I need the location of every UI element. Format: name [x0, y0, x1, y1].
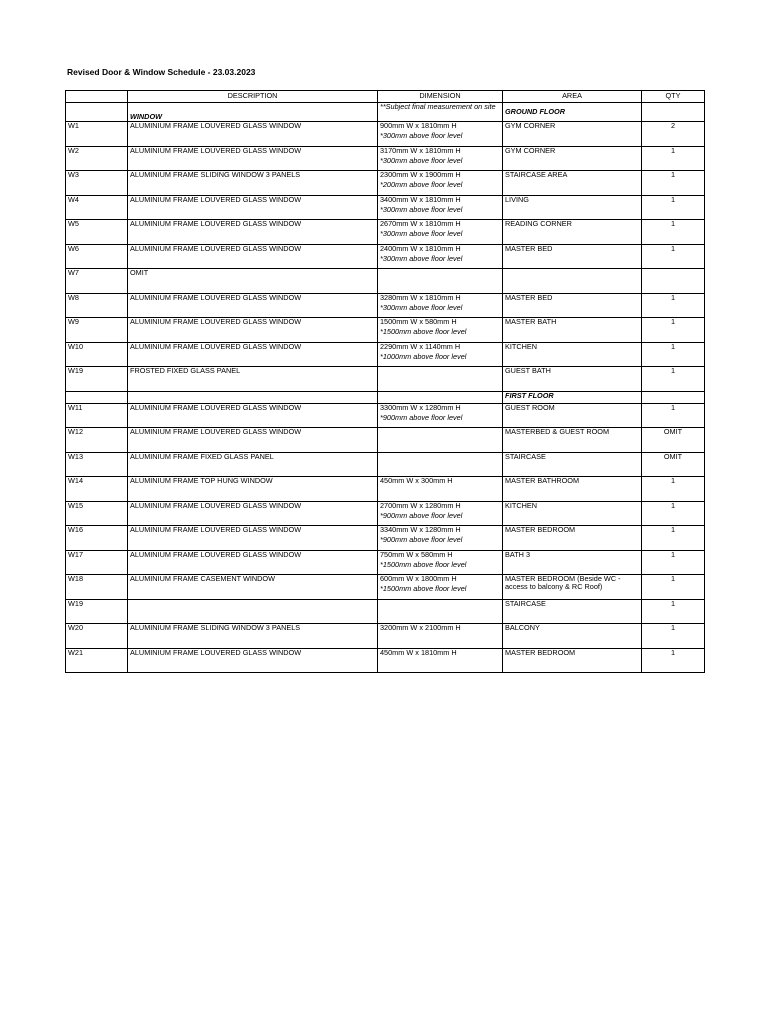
window-area: LIVING — [505, 195, 529, 204]
area-cell — [503, 550, 642, 575]
measurement-note: **Subject final measurement on site — [380, 102, 496, 111]
height-note: *1500mm above floor level — [380, 559, 467, 569]
header-code — [66, 91, 128, 103]
description-cell — [128, 293, 378, 318]
table-row — [66, 501, 705, 526]
window-description: ALUMINIUM FRAME CASEMENT WINDOW — [130, 574, 275, 583]
window-description: ALUMINIUM FRAME LOUVERED GLASS WINDOW — [130, 195, 302, 204]
window-area: BATH 3 — [505, 550, 531, 559]
table-row — [66, 599, 705, 624]
table-row — [66, 550, 705, 575]
dimension-cell — [378, 550, 503, 575]
window-qty: 1 — [670, 623, 676, 632]
code-cell — [66, 452, 128, 477]
window-qty: 1 — [670, 525, 676, 534]
window-code: W17 — [68, 550, 84, 559]
header-description: DESCRIPTION — [128, 91, 378, 103]
description-cell — [128, 501, 378, 526]
qty-cell — [642, 122, 705, 147]
ground-floor-label: GROUND FLOOR — [505, 106, 565, 116]
window-description: ALUMINIUM FRAME LOUVERED GLASS WINDOW — [130, 427, 302, 436]
window-dimension: 3280mm W x 1810mm H — [380, 293, 461, 302]
window-area: STAIRCASE — [505, 452, 546, 461]
window-description: ALUMINIUM FRAME SLIDING WINDOW 3 PANELS — [130, 623, 301, 632]
area-cell — [503, 624, 642, 649]
qty-cell — [642, 428, 705, 453]
window-description: ALUMINIUM FRAME LOUVERED GLASS WINDOW — [130, 219, 302, 228]
window-qty: 1 — [670, 317, 676, 326]
window-dimension: 2670mm W x 1810mm H — [380, 219, 461, 228]
window-description: ALUMINIUM FRAME LOUVERED GLASS WINDOW — [130, 648, 302, 657]
window-code: W15 — [68, 501, 84, 510]
dimension-cell — [378, 624, 503, 649]
area-cell — [503, 648, 642, 673]
window-qty: 1 — [670, 403, 676, 412]
window-dimension: 3200mm W x 2100mm H — [380, 623, 461, 632]
window-code: W16 — [68, 525, 84, 534]
dimension-cell — [378, 269, 503, 294]
qty-cell — [642, 342, 705, 367]
code-cell — [66, 403, 128, 428]
window-area: MASTER BED — [505, 244, 553, 253]
window-dimension: 2700mm W x 1280mm H — [380, 501, 461, 510]
code-cell — [66, 575, 128, 600]
window-area: MASTER BATH — [505, 317, 557, 326]
window-code: W14 — [68, 476, 84, 485]
window-qty: OMIT — [663, 427, 683, 436]
code-cell — [66, 318, 128, 343]
code-cell — [66, 220, 128, 245]
table-row — [66, 452, 705, 477]
area-cell — [503, 501, 642, 526]
table-row — [66, 575, 705, 600]
qty-cell — [642, 146, 705, 171]
window-dimension: 3400mm W x 1810mm H — [380, 195, 461, 204]
window-qty: 1 — [670, 170, 676, 179]
window-area: MASTER BED — [505, 293, 553, 302]
window-description: ALUMINIUM FRAME LOUVERED GLASS WINDOW — [130, 342, 302, 351]
window-qty: 1 — [670, 648, 676, 657]
window-code: W4 — [68, 195, 79, 204]
code-cell — [66, 244, 128, 269]
window-dimension: 2400mm W x 1810mm H — [380, 244, 461, 253]
table-row — [66, 648, 705, 673]
window-code: W3 — [68, 170, 79, 179]
window-description: ALUMINIUM FRAME LOUVERED GLASS WINDOW — [130, 525, 302, 534]
window-code: W11 — [68, 403, 83, 412]
code-cell — [66, 428, 128, 453]
window-qty: 1 — [670, 550, 676, 559]
window-qty: 1 — [670, 476, 676, 485]
window-dimension: 2290mm W x 1140mm H — [380, 342, 461, 351]
window-description: ALUMINIUM FRAME LOUVERED GLASS WINDOW — [130, 121, 302, 130]
window-code: W13 — [68, 452, 84, 461]
height-note: *300mm above floor level — [380, 204, 463, 214]
description-cell — [128, 624, 378, 649]
dimension-cell — [378, 244, 503, 269]
window-area-continued: access to balcony & RC Roof) — [505, 582, 603, 592]
qty-cell — [642, 220, 705, 245]
height-note: *300mm above floor level — [380, 131, 463, 141]
table-row — [66, 403, 705, 428]
section-row — [66, 391, 705, 403]
window-code: W1 — [68, 121, 79, 130]
description-cell — [128, 220, 378, 245]
description-cell — [128, 342, 378, 367]
window-area: KITCHEN — [505, 342, 538, 351]
table-row — [66, 195, 705, 220]
dimension-cell — [378, 575, 503, 600]
description-cell — [128, 269, 378, 294]
document-title: Revised Door & Window Schedule - 23.03.2023 — [67, 67, 256, 77]
dimension-cell — [378, 122, 503, 147]
table-row — [66, 122, 705, 147]
area-cell — [503, 452, 642, 477]
subheader-qty — [642, 103, 705, 122]
window-code: W18 — [68, 574, 84, 583]
window-qty: 1 — [670, 293, 676, 302]
window-dimension: 3170mm W x 1810mm H — [380, 146, 461, 155]
qty-cell — [642, 269, 705, 294]
window-description: ALUMINIUM FRAME LOUVERED GLASS WINDOW — [130, 146, 302, 155]
area-cell — [503, 171, 642, 196]
qty-cell — [642, 624, 705, 649]
window-code: W12 — [68, 427, 84, 436]
window-description: OMIT — [130, 268, 149, 277]
dimension-cell — [378, 220, 503, 245]
dimension-cell — [378, 599, 503, 624]
height-note: *200mm above floor level — [380, 180, 463, 190]
table-row — [66, 244, 705, 269]
qty-cell — [642, 550, 705, 575]
window-qty: 1 — [670, 501, 676, 510]
window-area: MASTER BEDROOM — [505, 525, 576, 534]
header-row — [66, 91, 705, 103]
area-cell — [503, 318, 642, 343]
code-cell — [66, 342, 128, 367]
window-area: KITCHEN — [505, 501, 538, 510]
code-cell — [66, 195, 128, 220]
window-qty: 1 — [670, 195, 676, 204]
description-cell — [128, 403, 378, 428]
dimension-cell — [378, 501, 503, 526]
description-cell — [128, 171, 378, 196]
subheader-row — [66, 103, 705, 122]
description-cell — [128, 550, 378, 575]
table-row — [66, 526, 705, 551]
window-description: ALUMINIUM FRAME LOUVERED GLASS WINDOW — [130, 550, 302, 559]
description-cell — [128, 428, 378, 453]
window-description: ALUMINIUM FRAME SLIDING WINDOW 3 PANELS — [130, 170, 301, 179]
qty-cell — [642, 599, 705, 624]
description-cell — [128, 452, 378, 477]
section-area — [503, 391, 642, 403]
window-description: ALUMINIUM FRAME FIXED GLASS PANEL — [130, 452, 274, 461]
code-cell — [66, 648, 128, 673]
window-dimension: 3300mm W x 1280mm H — [380, 403, 461, 412]
qty-cell — [642, 452, 705, 477]
section-dimension — [378, 391, 503, 403]
window-qty: 1 — [670, 366, 676, 375]
dimension-cell — [378, 318, 503, 343]
dimension-cell — [378, 342, 503, 367]
code-cell — [66, 146, 128, 171]
qty-cell — [642, 648, 705, 673]
area-cell — [503, 293, 642, 318]
qty-cell — [642, 171, 705, 196]
table-row — [66, 146, 705, 171]
qty-cell — [642, 244, 705, 269]
area-cell — [503, 244, 642, 269]
first-floor-label: FIRST FLOOR — [505, 391, 554, 400]
window-area: GUEST ROOM — [505, 403, 555, 412]
window-dimension: 600mm W x 1800mm H — [380, 574, 457, 583]
window-code: W19 — [68, 366, 84, 375]
window-dimension: 450mm W x 300mm H — [380, 476, 453, 485]
height-note: *1500mm above floor level — [380, 584, 467, 594]
code-cell — [66, 122, 128, 147]
area-cell — [503, 146, 642, 171]
window-code: W7 — [68, 268, 79, 277]
category-label: WINDOW — [130, 111, 163, 121]
height-note: *900mm above floor level — [380, 535, 463, 545]
window-dimension: 1500mm W x 580mm H — [380, 317, 457, 326]
area-cell — [503, 599, 642, 624]
qty-cell — [642, 367, 705, 392]
window-description: ALUMINIUM FRAME LOUVERED GLASS WINDOW — [130, 501, 302, 510]
window-dimension: 900mm W x 1810mm H — [380, 121, 457, 130]
section-description — [128, 391, 378, 403]
dimension-cell — [378, 526, 503, 551]
code-cell — [66, 501, 128, 526]
window-qty: 2 — [670, 121, 676, 130]
window-schedule-table — [65, 90, 705, 673]
code-cell — [66, 599, 128, 624]
window-description: ALUMINIUM FRAME TOP HUNG WINDOW — [130, 476, 273, 485]
subheader-measure-note — [378, 103, 503, 122]
dimension-cell — [378, 648, 503, 673]
window-qty: 1 — [670, 219, 676, 228]
area-cell — [503, 526, 642, 551]
qty-cell — [642, 501, 705, 526]
qty-cell — [642, 293, 705, 318]
height-note: *1500mm above floor level — [380, 327, 467, 337]
window-description: ALUMINIUM FRAME LOUVERED GLASS WINDOW — [130, 317, 302, 326]
code-cell — [66, 550, 128, 575]
window-area: MASTER BEDROOM (Beside WC - — [505, 574, 621, 583]
table-row — [66, 318, 705, 343]
description-cell — [128, 575, 378, 600]
window-area: GYM CORNER — [505, 146, 556, 155]
table-row — [66, 428, 705, 453]
area-cell — [503, 367, 642, 392]
window-area: STAIRCASE AREA — [505, 170, 568, 179]
window-code: W20 — [68, 623, 84, 632]
window-area: GYM CORNER — [505, 121, 556, 130]
area-cell — [503, 428, 642, 453]
table-row — [66, 171, 705, 196]
window-code: W9 — [68, 317, 79, 326]
code-cell — [66, 624, 128, 649]
window-qty: 1 — [670, 342, 676, 351]
code-cell — [66, 171, 128, 196]
qty-cell — [642, 575, 705, 600]
window-area: GUEST BATH — [505, 366, 551, 375]
height-note: *1000mm above floor level — [380, 351, 467, 361]
section-code — [66, 391, 128, 403]
area-cell — [503, 342, 642, 367]
dimension-cell — [378, 452, 503, 477]
window-qty: 1 — [670, 244, 676, 253]
area-cell — [503, 122, 642, 147]
window-qty: 1 — [670, 146, 676, 155]
window-description: ALUMINIUM FRAME LOUVERED GLASS WINDOW — [130, 403, 302, 412]
dimension-cell — [378, 403, 503, 428]
description-cell — [128, 367, 378, 392]
table-row — [66, 367, 705, 392]
window-dimension: 450mm W x 1810mm H — [380, 648, 457, 657]
window-dimension: 2300mm W x 1900mm H — [380, 170, 461, 179]
qty-cell — [642, 526, 705, 551]
window-code: W8 — [68, 293, 79, 302]
window-dimension: 3340mm W x 1280mm H — [380, 525, 461, 534]
table-row — [66, 220, 705, 245]
height-note: *900mm above floor level — [380, 412, 463, 422]
table-row — [66, 293, 705, 318]
header-area: AREA — [503, 91, 642, 103]
description-cell — [128, 195, 378, 220]
qty-cell — [642, 195, 705, 220]
header-dimension: DIMENSION — [378, 91, 503, 103]
code-cell — [66, 293, 128, 318]
area-cell — [503, 220, 642, 245]
description-cell — [128, 477, 378, 502]
area-cell — [503, 477, 642, 502]
dimension-cell — [378, 195, 503, 220]
description-cell — [128, 318, 378, 343]
table-row — [66, 624, 705, 649]
window-area: MASTER BEDROOM — [505, 648, 576, 657]
window-code: W10 — [68, 342, 84, 351]
qty-cell — [642, 403, 705, 428]
subheader-code — [66, 103, 128, 122]
dimension-cell — [378, 428, 503, 453]
table-row — [66, 269, 705, 294]
dimension-cell — [378, 171, 503, 196]
window-area: BALCONY — [505, 623, 540, 632]
description-cell — [128, 599, 378, 624]
area-cell — [503, 575, 642, 600]
window-code: W2 — [68, 146, 79, 155]
window-code: W19 — [68, 599, 84, 608]
code-cell — [66, 526, 128, 551]
description-cell — [128, 648, 378, 673]
description-cell — [128, 122, 378, 147]
description-cell — [128, 526, 378, 551]
window-qty: 1 — [670, 599, 676, 608]
window-code: W21 — [68, 648, 84, 657]
window-description: ALUMINIUM FRAME LOUVERED GLASS WINDOW — [130, 244, 302, 253]
description-cell — [128, 146, 378, 171]
height-note: *300mm above floor level — [380, 229, 463, 239]
area-cell — [503, 269, 642, 294]
window-area: MASTERBED & GUEST ROOM — [505, 427, 610, 436]
dimension-cell — [378, 293, 503, 318]
window-area: READING CORNER — [505, 219, 572, 228]
window-qty: OMIT — [663, 452, 683, 461]
dimension-cell — [378, 477, 503, 502]
height-note: *300mm above floor level — [380, 302, 463, 312]
code-cell — [66, 269, 128, 294]
window-area: MASTER BATHROOM — [505, 476, 580, 485]
height-note: *300mm above floor level — [380, 253, 463, 263]
description-cell — [128, 244, 378, 269]
window-qty: 1 — [670, 574, 676, 583]
header-qty: QTY — [642, 91, 705, 103]
window-description: FROSTED FIXED GLASS PANEL — [130, 366, 241, 375]
qty-cell — [642, 477, 705, 502]
qty-cell — [642, 318, 705, 343]
area-cell — [503, 403, 642, 428]
window-code: W6 — [68, 244, 79, 253]
area-cell — [503, 195, 642, 220]
dimension-cell — [378, 146, 503, 171]
height-note: *900mm above floor level — [380, 510, 463, 520]
section-qty — [642, 391, 705, 403]
window-dimension: 750mm W x 580mm H — [380, 550, 453, 559]
code-cell — [66, 477, 128, 502]
code-cell — [66, 367, 128, 392]
dimension-cell — [378, 367, 503, 392]
table-row — [66, 477, 705, 502]
height-note: *300mm above floor level — [380, 155, 463, 165]
window-area: STAIRCASE — [505, 599, 546, 608]
window-code: W5 — [68, 219, 79, 228]
window-description: ALUMINIUM FRAME LOUVERED GLASS WINDOW — [130, 293, 302, 302]
subheader-category — [128, 103, 378, 122]
table-row — [66, 342, 705, 367]
subheader-section — [503, 103, 642, 122]
